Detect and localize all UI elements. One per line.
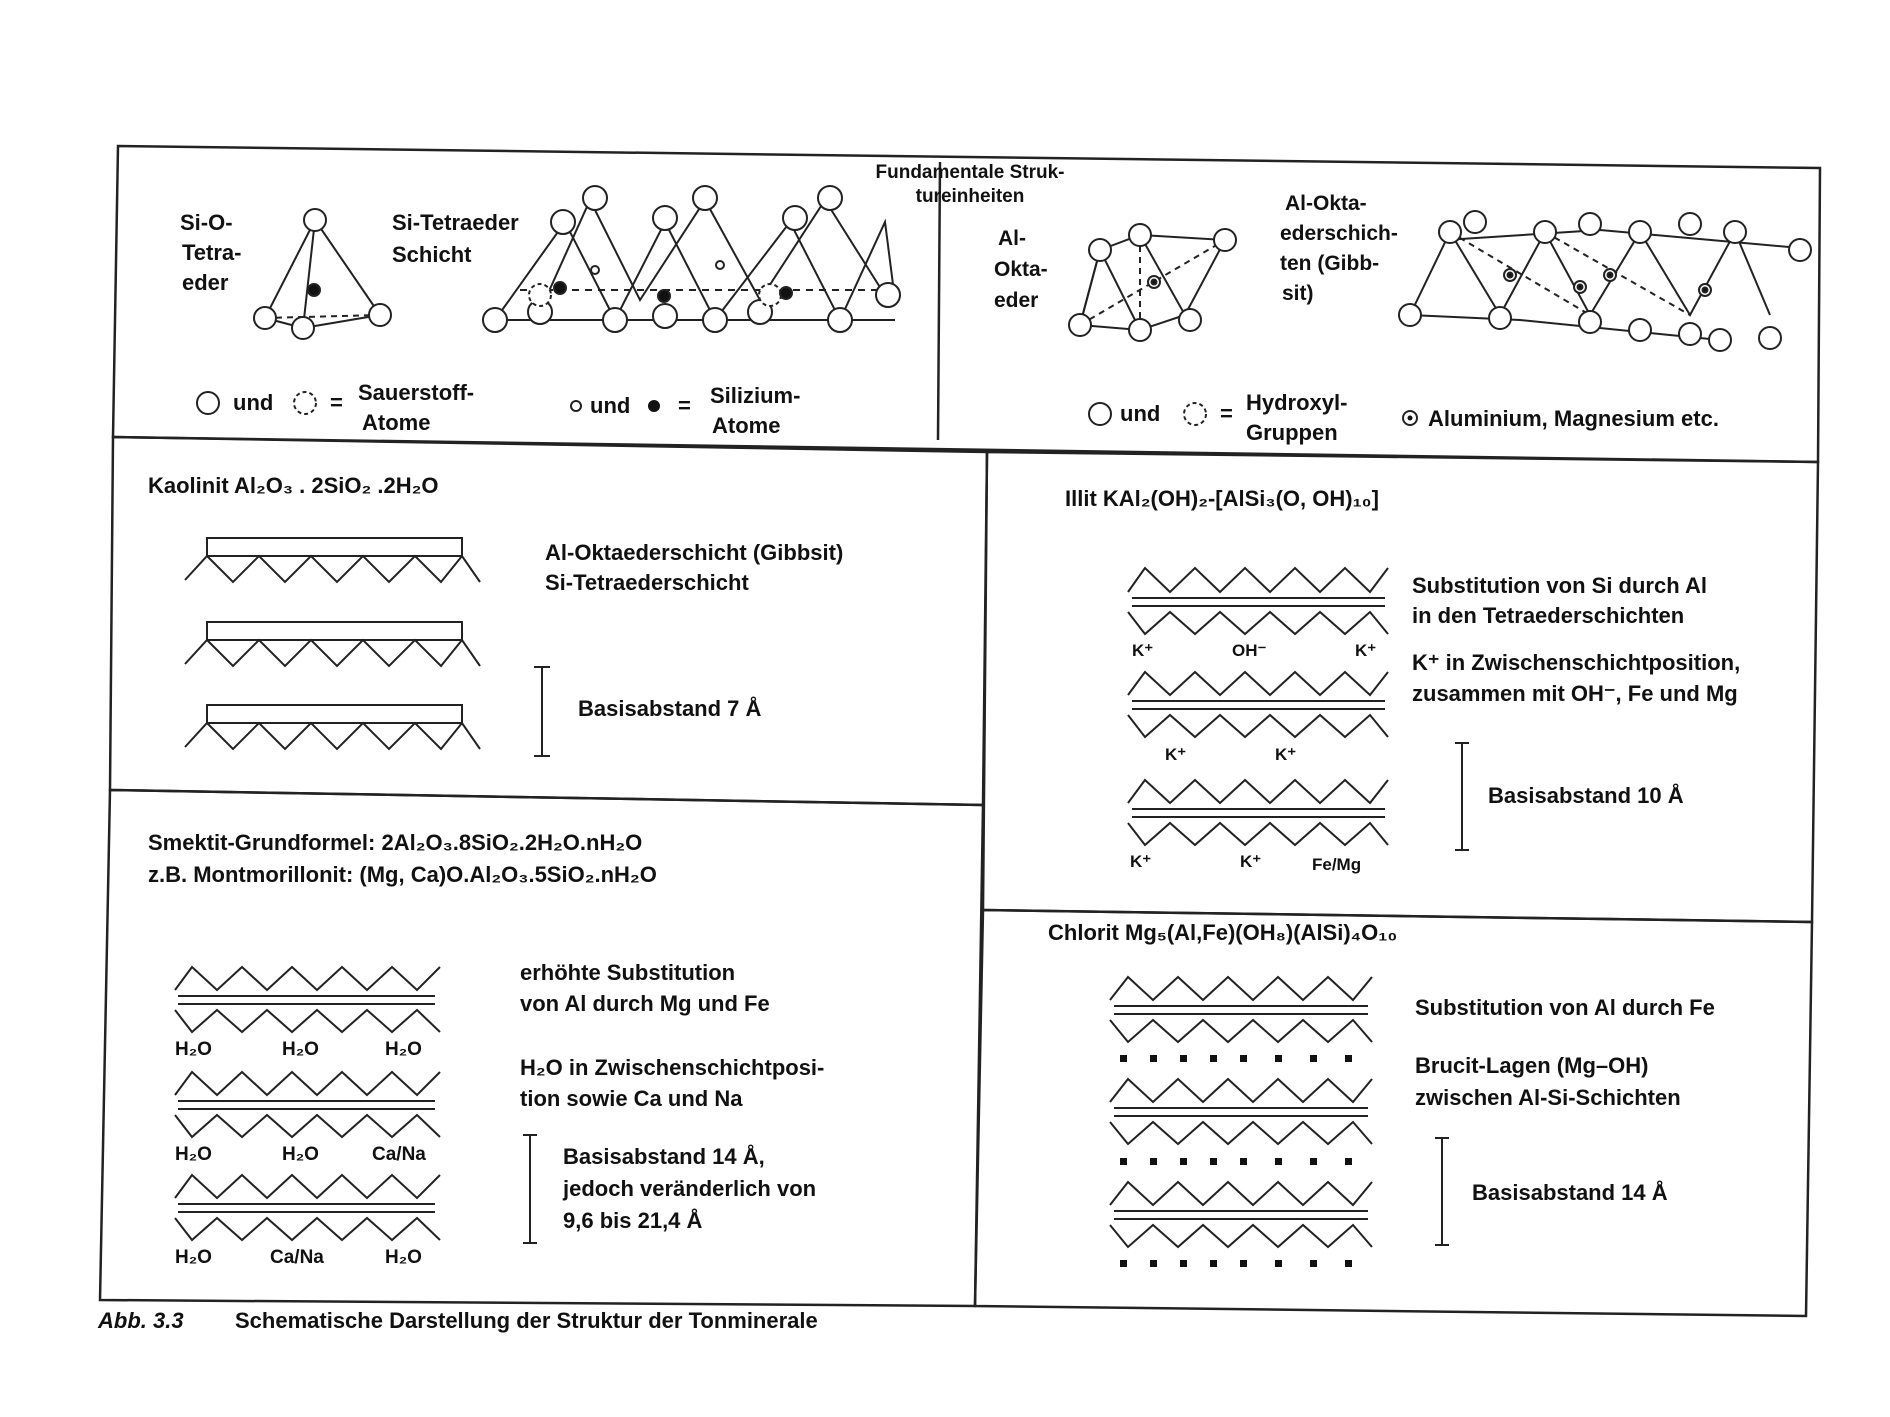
legend-silicon-1: Silizium- (710, 383, 801, 408)
legend-eq-2: = (678, 393, 691, 418)
al-octahedron-label-2: Okta- (994, 258, 1048, 281)
chlorit-panel (1048, 920, 1715, 1267)
kaolinit-title: Kaolinit Al₂O₃ . 2SiO₂ .2H₂O (148, 473, 439, 498)
chlorit-note2-line1: Brucit-Lagen (Mg–OH) (1415, 1053, 1649, 1078)
kaolinit-layers (185, 538, 550, 756)
smektit-h2o-5: H₂O (282, 1144, 319, 1165)
illit-k-4: K⁺ (1275, 745, 1297, 764)
legend-und-1: und (233, 390, 274, 415)
si-sheet-label-1: Si-Tetraeder (392, 210, 519, 235)
hydroxyl-legend (1089, 390, 1347, 445)
illit-note2-line1: K⁺ in Zwischenschichtposition, (1412, 650, 1741, 675)
filled-dot-symbol (648, 400, 660, 412)
legend-oxygen-2: Atome (362, 410, 431, 435)
legend-und-3: und (1120, 401, 1161, 426)
illit-note1-line2: in den Tetraederschichten (1412, 603, 1685, 628)
al-sheet-label-4: sit) (1282, 282, 1314, 305)
legend-hydroxyl-2: Gruppen (1246, 420, 1338, 445)
chlorit-title: Chlorit Mg₅(Al,Fe)(OH₈)(AlSi)₄O₁₀ (1048, 920, 1398, 945)
legend-eq-1: = (330, 390, 343, 415)
illit-spacing: Basisabstand 10 Å (1488, 783, 1684, 808)
fundamental-title-line1: Fundamentale Struk- (875, 162, 1065, 183)
illit-femg: Fe/Mg (1312, 855, 1362, 874)
chlorit-note2-line2: zwischen Al-Si-Schichten (1415, 1085, 1681, 1110)
legend-und-2: und (590, 393, 631, 418)
fundamental-title-line2: tureinheiten (915, 186, 1025, 207)
dashed-circle-symbol (294, 392, 316, 414)
si-o-tetrahedron (254, 209, 391, 339)
small-open-circle-symbol (571, 401, 581, 411)
smektit-note2-line1: H₂O in Zwischenschichtposi- (520, 1055, 825, 1080)
smektit-cana-1: Ca/Na (372, 1144, 426, 1165)
smektit-h2o-1: H₂O (175, 1039, 212, 1060)
smektit-h2o-4: H₂O (175, 1144, 212, 1165)
kaolinit-panel (148, 473, 843, 756)
illit-panel (1065, 486, 1740, 874)
open-circle-symbol (197, 392, 219, 414)
caption-text: Schematische Darstellung der Struktur der Tonminerale (235, 1308, 818, 1333)
illit-k-2: K⁺ (1355, 641, 1377, 660)
smektit-note1-line1: erhöhte Substitution (520, 960, 736, 985)
kaolinit-note-tetrahedral: Si-Tetraederschicht (545, 570, 749, 595)
caption-label: Abb. 3.3 (98, 1308, 184, 1333)
smektit-note2-line2: tion sowie Ca und Na (520, 1086, 743, 1111)
al-octahedral-sheet (1399, 211, 1811, 351)
illit-k-6: K⁺ (1240, 852, 1262, 871)
smektit-cana-2: Ca/Na (270, 1247, 324, 1268)
dashed-circle-symbol-2 (1184, 403, 1206, 425)
al-octahedron-label-1: Al- (998, 227, 1026, 250)
illit-k-3: K⁺ (1165, 745, 1187, 764)
si-tetrahedron-label-2: Tetra- (182, 240, 242, 265)
smektit-h2o-7: H₂O (385, 1247, 422, 1268)
smektit-layers (175, 967, 537, 1243)
smektit-h2o-2: H₂O (282, 1039, 319, 1060)
smektit-h2o-3: H₂O (385, 1039, 422, 1060)
kaolinit-note-octahedral: Al-Oktaederschicht (Gibbsit) (545, 540, 844, 565)
smektit-spacing-line3: 9,6 bis 21,4 Å (563, 1208, 703, 1233)
smektit-panel (148, 830, 824, 1268)
si-sheet-label-2: Schicht (392, 242, 472, 267)
figure-caption (97, 1308, 818, 1333)
illit-note2-line2: zusammen mit OH⁻, Fe und Mg (1412, 681, 1738, 706)
al-sheet-label-2: ederschich- (1280, 222, 1398, 245)
chlorit-note1: Substitution von Al durch Fe (1415, 995, 1715, 1020)
smektit-title-line1: Smektit-Grundformel: 2Al₂O₃.8SiO₂.2H₂O.nH₂O (148, 830, 643, 855)
chlorit-spacing: Basisabstand 14 Å (1472, 1180, 1668, 1205)
fundamental-units-panel (180, 162, 1811, 445)
legend-eq-3: = (1220, 401, 1233, 426)
illit-k-1: K⁺ (1132, 641, 1154, 660)
legend-aluminium: Aluminium, Magnesium etc. (1428, 406, 1719, 431)
al-sheet-label-3: ten (Gibb- (1280, 252, 1380, 275)
smektit-note1-line2: von Al durch Mg und Fe (520, 991, 770, 1016)
si-tetrahedron-label-1: Si-O- (180, 210, 233, 235)
al-octahedron-label-3: eder (994, 289, 1039, 312)
illit-note1-line1: Substitution von Si durch Al (1412, 573, 1707, 598)
si-tetrahedral-sheet (483, 186, 900, 332)
smektit-spacing-line2: jedoch veränderlich von (563, 1176, 817, 1201)
open-circle-symbol-2 (1089, 403, 1111, 425)
al-sheet-label-1: Al-Okta- (1285, 192, 1367, 215)
legend-silicon-2: Atome (712, 413, 781, 438)
si-tetrahedron-label-3: eder (182, 270, 229, 295)
legend-oxygen-1: Sauerstoff- (358, 380, 475, 405)
smektit-title-line2: z.B. Montmorillonit: (Mg, Ca)O.Al₂O₃.5SiO₂.nH₂O (148, 862, 657, 887)
smektit-h2o-6: H₂O (175, 1247, 212, 1268)
chlorit-layers (1110, 977, 1449, 1247)
aluminium-legend (1403, 406, 1719, 431)
al-octahedron (1069, 224, 1236, 341)
silicon-legend (571, 383, 800, 438)
oxygen-legend (197, 380, 474, 435)
kaolinit-spacing: Basisabstand 7 Å (578, 696, 762, 721)
illit-k-5: K⁺ (1130, 852, 1152, 871)
figure-frame (100, 146, 1820, 1316)
illit-oh: OH⁻ (1232, 641, 1267, 660)
smektit-spacing-line1: Basisabstand 14 Å, (563, 1144, 765, 1169)
illit-title: Illit KAl₂(OH)₂-[AlSi₃(O, OH)₁₀] (1065, 486, 1379, 511)
legend-hydroxyl-1: Hydroxyl- (1246, 390, 1348, 415)
